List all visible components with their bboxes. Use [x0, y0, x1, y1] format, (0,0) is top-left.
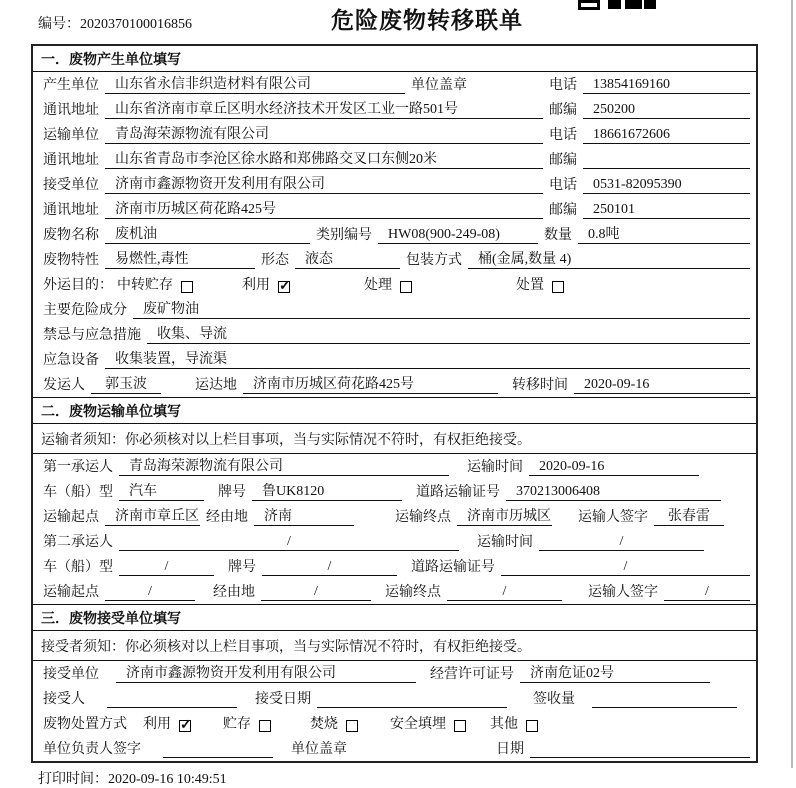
receiver-value: 济南市鑫源物资开发利用有限公司: [105, 176, 543, 194]
taboo-value: 收集、导流: [147, 326, 750, 344]
disposal-incinerate-checkbox: [346, 720, 358, 732]
via-label: 经由地: [206, 510, 248, 525]
route2-row: [33, 579, 756, 604]
disposal-row: [33, 711, 756, 736]
destination-label: 运达地: [195, 378, 237, 393]
head-sign-label: 单位负责人签字: [43, 742, 141, 757]
print-time: [38, 768, 796, 788]
purpose-treat-checkbox: [400, 281, 412, 293]
packing-label: 包装方式: [406, 253, 462, 268]
receiver-address-value: 济南市历城区荷花路425号: [105, 201, 543, 219]
carrier-sign-label: 运输人签字: [578, 510, 648, 525]
phone-label: 电话: [549, 178, 577, 193]
unit-seal-label: 单位盖章: [411, 78, 467, 93]
carrier-sign2-value: /: [664, 583, 750, 601]
accept-unit-label: 接受单位: [43, 667, 99, 682]
equipment-label: 应急设备: [43, 353, 99, 368]
receiver-zip-value: 250101: [583, 201, 750, 219]
transporter-zip-value: [583, 151, 750, 169]
endpoint2-value: /: [447, 583, 562, 601]
vehicle-type2-value: /: [119, 558, 214, 576]
vehicle-type-label: 车（船）型: [43, 560, 113, 575]
manifest-form: [31, 44, 758, 763]
recipient-row: [33, 686, 756, 711]
origin1-value: 济南市章丘区: [105, 508, 200, 526]
shipper-row: [33, 372, 756, 397]
disposal-option-label: 其他: [490, 717, 518, 732]
vehicle-type-label: 车（船）型: [43, 485, 113, 500]
transfer-time-value: 2020-09-16: [574, 376, 750, 394]
transporter-label: 运输单位: [43, 128, 99, 143]
road-permit-label: 道路运输证号: [416, 485, 500, 500]
via2-value: /: [261, 583, 371, 601]
route1-row: [33, 504, 756, 529]
date-value: [530, 740, 750, 758]
head-sign-value: [163, 740, 273, 758]
carrier2-value: /: [119, 533, 459, 551]
waste-traits-value: 易燃性,毒性: [105, 251, 255, 269]
unit-seal-label: 单位盖章: [291, 742, 347, 757]
producer-label: 产生单位: [43, 78, 99, 93]
carrier1-value: 青岛海荣源物流有限公司: [119, 458, 449, 476]
recipient-label: 接受人: [43, 692, 85, 707]
receiver-address-row: [33, 197, 756, 222]
hazard-label: 主要危险成分: [43, 303, 127, 318]
transport-time-label: 运输时间: [467, 460, 523, 475]
waste-name-value: 废机油: [105, 226, 310, 244]
accept-unit-value: 济南市鑫源物资开发利用有限公司: [116, 665, 416, 683]
taboo-row: [33, 322, 756, 347]
zip-label: 邮编: [549, 203, 577, 218]
transporter-row: [33, 122, 756, 147]
producer-address-row: [33, 97, 756, 122]
section3-header: 三．废物接受单位填写: [33, 604, 756, 631]
receiver-notice: 接受者须知：你必须核对以上栏目事项，当与实际情况不符时，有权拒绝接受。: [33, 631, 756, 661]
section2-header: 二．废物运输单位填写: [33, 397, 756, 424]
license-label: 经营许可证号: [430, 667, 514, 682]
road-permit1-value: 370213006408: [506, 483, 721, 501]
purpose-row: [33, 272, 756, 297]
transporter-value: 青岛海荣源物流有限公司: [105, 126, 543, 144]
transport-time-label: 运输时间: [477, 535, 533, 550]
print-time-value: 2020-09-16 10:49:51: [108, 772, 227, 787]
accept-date-value: [317, 690, 507, 708]
via1-value: 济南: [254, 508, 354, 526]
hazard-row: [33, 297, 756, 322]
vehicle2-row: [33, 554, 756, 579]
origin2-value: /: [105, 583, 195, 601]
address-label: 通讯地址: [43, 153, 99, 168]
category-code-value: HW08(900-249-08): [378, 226, 538, 244]
producer-value: 山东省永信非织造材料有限公司: [105, 76, 405, 94]
via-label: 经由地: [213, 585, 255, 600]
print-time-label: 打印时间：: [38, 772, 108, 787]
waste-traits-row: [33, 247, 756, 272]
document-header: [0, 0, 796, 44]
road-permit2-value: /: [501, 558, 750, 576]
address-label: 通讯地址: [43, 103, 99, 118]
vehicle-type1-value: 汽车: [119, 483, 204, 501]
purpose-label: 外运目的：: [43, 278, 113, 293]
disposal-other-checkbox: [526, 720, 538, 732]
transport-time2-value: /: [539, 533, 704, 551]
phone-label: 电话: [549, 128, 577, 143]
transporter-notice: 运输者须知：你必须核对以上栏目事项，当与实际情况不符时，有权拒绝接受。: [33, 424, 756, 454]
purpose-dispose-checkbox: [552, 281, 564, 293]
producer-zip-value: 250200: [583, 101, 750, 119]
disposal-label: 废物处置方式: [43, 717, 127, 732]
carrier1-row: [33, 454, 756, 479]
origin-label: 运输起点: [43, 585, 99, 600]
transport-time1-value: 2020-09-16: [529, 458, 699, 476]
disposal-storage-checkbox: [259, 720, 271, 732]
phone-label: 电话: [549, 78, 577, 93]
quantity-value: 0.8吨: [578, 226, 750, 244]
equipment-value: 收集装置，导流渠: [105, 351, 750, 369]
form-label: 形态: [261, 253, 289, 268]
carrier2-row: [33, 529, 756, 554]
purpose-option-label: 利用: [242, 278, 270, 293]
disposal-option-label: 贮存: [223, 717, 251, 732]
hazard-value: 废矿物油: [133, 301, 750, 319]
category-code-label: 类别编号: [316, 228, 372, 243]
purpose-option-label: 处置: [516, 278, 544, 293]
transporter-address-row: [33, 147, 756, 172]
carrier-sign1-value: 张春雷: [654, 508, 724, 526]
purpose-utilize-checkbox: [278, 281, 290, 293]
page-right-edge: [791, 0, 793, 768]
waste-name-row: [33, 222, 756, 247]
accept-unit-row: [33, 661, 756, 686]
destination-value: 济南市历城区荷花路425号: [243, 376, 498, 394]
packing-value: 桶(金属,数量 4): [468, 251, 750, 269]
taboo-label: 禁忌与应急措施: [43, 328, 141, 343]
head-sign-row: [33, 736, 756, 761]
received-qty-label: 签收量: [533, 692, 575, 707]
purpose-option-label: 中转贮存: [117, 278, 173, 293]
recipient-value: [107, 690, 237, 708]
road-permit-label: 道路运输证号: [411, 560, 495, 575]
received-qty-value: [592, 690, 737, 708]
accept-date-label: 接受日期: [255, 692, 311, 707]
address-label: 通讯地址: [43, 203, 99, 218]
carrier2-label: 第二承运人: [43, 535, 113, 550]
waste-name-label: 废物名称: [43, 228, 99, 243]
date-label: 日期: [496, 742, 524, 757]
doc-number-value: 2020370100016856: [80, 17, 192, 32]
equipment-row: [33, 347, 756, 372]
receiver-row: [33, 172, 756, 197]
endpoint1-value: 济南市历城区: [457, 508, 552, 526]
plate1-value: 鲁UK8120: [252, 483, 402, 501]
transporter-address-value: 山东省青岛市李沧区徐水路和郑佛路交叉口东侧20米: [105, 151, 543, 169]
disposal-option-label: 焚烧: [310, 717, 338, 732]
purpose-option-label: 处理: [364, 278, 392, 293]
producer-phone-value: 13854169160: [583, 76, 750, 94]
receiver-label: 接受单位: [43, 178, 99, 193]
license-value: 济南危证02号: [520, 665, 710, 683]
shipper-label: 发运人: [43, 378, 85, 393]
plate2-value: /: [262, 558, 397, 576]
shipper-value: 郭玉波: [91, 376, 161, 394]
zip-label: 邮编: [549, 153, 577, 168]
disposal-option-label: 安全填埋: [390, 717, 446, 732]
producer-row: [33, 72, 756, 97]
carrier-sign-label: 运输人签字: [588, 585, 658, 600]
purpose-transfer-storage-checkbox: [181, 281, 193, 293]
disposal-utilize-checkbox: [179, 720, 191, 732]
form-value: 液态: [295, 251, 400, 269]
receiver-phone-value: 0531-82095390: [583, 176, 750, 194]
waste-traits-label: 废物特性: [43, 253, 99, 268]
vehicle1-row: [33, 479, 756, 504]
doc-number: [38, 13, 192, 33]
zip-label: 邮编: [549, 103, 577, 118]
producer-address-value: 山东省济南市章丘区明水经济技术开发区工业一路501号: [105, 101, 543, 119]
section1-header: 一．废物产生单位填写: [33, 46, 756, 72]
disposal-landfill-checkbox: [454, 720, 466, 732]
disposal-option-label: 利用: [143, 717, 171, 732]
plate-label: 牌号: [228, 560, 256, 575]
doc-number-label: 编号：: [38, 17, 80, 32]
transporter-phone-value: 18661672606: [583, 126, 750, 144]
carrier1-label: 第一承运人: [43, 460, 113, 475]
endpoint-label: 运输终点: [395, 510, 451, 525]
quantity-label: 数量: [544, 228, 572, 243]
endpoint-label: 运输终点: [385, 585, 441, 600]
transfer-time-label: 转移时间: [512, 378, 568, 393]
origin-label: 运输起点: [43, 510, 99, 525]
page-title: 危险废物转移联单: [331, 8, 523, 33]
plate-label: 牌号: [218, 485, 246, 500]
